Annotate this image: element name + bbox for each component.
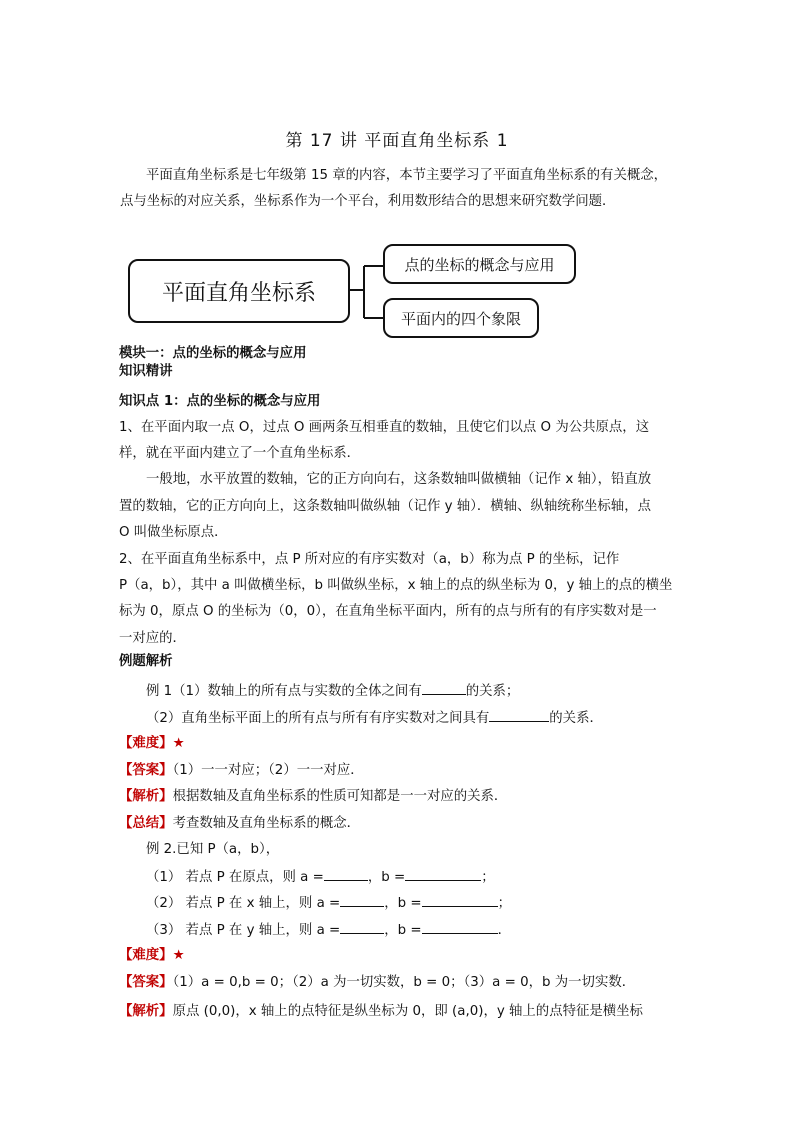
ex2-analysis-text: 原点 (0,0)，x 轴上的点特征是纵坐标为 0，即 (a,0)，y 轴上的点特征是横坐标 [172, 1004, 643, 1019]
star-icon: ★ [172, 736, 185, 751]
ex1-analysis-label: 【解析】 [119, 789, 173, 804]
ex2-q2-blank-b [422, 893, 498, 907]
k1-line-2: 样，就在平面内建立了一个直角坐标系． [119, 446, 361, 461]
k1b-line-1: 一般地，水平放置的数轴，它的正方向向右，这条数轴叫做横轴（记作 x 轴），铅直放 [146, 472, 652, 487]
k1-line-1: 1、在平面内取一点 O，过点 O 画两条互相垂直的数轴，且使它们以点 O 为公共原点，这 [119, 420, 650, 435]
ex2-difficulty [119, 946, 185, 966]
section-knowledge: 知识精讲 [119, 364, 173, 379]
diagram-main-box [128, 259, 350, 323]
diagram-branch-box-2 [383, 298, 539, 338]
ex2-q3-end: ． [497, 923, 512, 938]
ex2-q2-b: ，b = [384, 896, 422, 911]
ex2-stem: 例 2.已知 P（a，b）， [146, 842, 280, 857]
ex1-q2-blank [489, 708, 549, 722]
ex2-q3-text: （3） 若点 P 在 y 轴上，则 a = [146, 923, 341, 938]
ex2-q3-b: ，b = [384, 923, 422, 938]
ex2-answer [119, 973, 635, 993]
ex1-question-1 [146, 681, 519, 702]
ex2-answer-text: （1）a = 0,b = 0；（2）a 为一切实数，b = 0；（3）a = 0，b 为一切实数． [172, 975, 636, 990]
ex2-analysis-label: 【解析】 [119, 1004, 173, 1019]
ex2-q3-blank-a [340, 920, 384, 934]
ex1-summary [119, 814, 360, 834]
k2-line-2: P（a，b），其中 a 叫做横坐标，b 叫做纵坐标，x 轴上的点的纵坐标为 0，y 轴上的点的横坐 [119, 578, 673, 593]
ex1-q2-end: 的关系． [549, 711, 603, 726]
ex2-question-2 [146, 893, 511, 914]
ex2-q1-b: ，b = [367, 870, 406, 885]
ex2-q1-end: ； [481, 870, 495, 885]
k2-line-4: 一对应的． [119, 631, 186, 646]
ex2-q1-blank-b [405, 867, 481, 881]
ex1-summary-text: 考查数轴及直角坐标系的概念． [172, 816, 361, 831]
ex2-q1-text: （1） 若点 P 在原点，则 a = [146, 870, 324, 885]
diagram-main-label: 平面直角坐标系 [161, 280, 316, 306]
ex1-difficulty [119, 734, 185, 754]
diagram-connector [350, 260, 386, 324]
ex1-analysis-text: 根据数轴及直角坐标系的性质可知都是一一对应的关系． [172, 789, 508, 804]
diagram-branch-label-1: 点的坐标的概念与应用 [404, 255, 555, 274]
ex2-answer-label: 【答案】 [119, 975, 173, 990]
ex2-analysis [119, 1002, 643, 1022]
knowledge-point-title: 知识点 1：点的坐标的概念与应用 [119, 394, 321, 409]
section-examples: 例题解析 [119, 654, 173, 669]
module-title: 模块一：点的坐标的概念与应用 [119, 346, 307, 361]
page-title: 第 17 讲 平面直角坐标系 1 [285, 131, 509, 151]
ex2-q3-blank-b [422, 920, 498, 934]
ex1-q1-blank [422, 681, 466, 695]
ex1-answer [119, 761, 364, 781]
ex2-q2-text: （2） 若点 P 在 x 轴上，则 a = [146, 896, 341, 911]
ex2-q2-end: ； [497, 896, 512, 911]
ex2-q1-blank-a [324, 867, 368, 881]
ex2-question-3 [146, 920, 511, 941]
ex1-analysis [119, 787, 507, 807]
ex2-q2-blank-a [340, 893, 384, 907]
ex1-answer-text: （1）一一对应；（2）一一对应． [172, 763, 364, 778]
ex1-difficulty-label: 【难度】 [119, 736, 173, 751]
ex2-difficulty-label: 【难度】 [119, 948, 173, 963]
ex2-question-1 [146, 867, 495, 888]
k1b-line-2: 置的数轴，它的正方向向上，这条数轴叫做纵轴（记作 y 轴）．横轴、纵轴统称坐标轴，点 [119, 499, 651, 514]
intro-line-2: 点与坐标的对应关系，坐标系作为一个平台，利用数形结合的思想来研究数学问题． [120, 194, 616, 209]
ex1-summary-label: 【总结】 [119, 816, 173, 831]
diagram-branch-box-1 [383, 244, 576, 284]
k1b-line-3: O 叫做坐标原点． [119, 525, 228, 540]
star-icon: ★ [172, 948, 185, 963]
k2-line-3: 标为 0，原点 O 的坐标为（0，0），在直角坐标平面内，所有的点与所有的有序实数对是一 [119, 604, 657, 619]
k2-line-1: 2、在平面直角坐标系中，点 P 所对应的有序实数对（a，b）称为点 P 的坐标，记作 [119, 552, 620, 567]
ex1-q1-end: 的关系； [465, 684, 520, 699]
intro-line-1: 平面直角坐标系是七年级第 15 章的内容，本节主要学习了平面直角坐标系的有关概念， [146, 168, 668, 183]
ex1-q2-text: （2）直角坐标平面上的所有点与所有有序实数对之间具有 [146, 711, 490, 726]
diagram-branch-label-2: 平面内的四个象限 [400, 309, 521, 328]
ex1-question-2 [146, 708, 603, 729]
ex1-answer-label: 【答案】 [119, 763, 173, 778]
ex1-q1-text: 例 1（1）数轴上的所有点与实数的全体之间有 [146, 684, 422, 699]
